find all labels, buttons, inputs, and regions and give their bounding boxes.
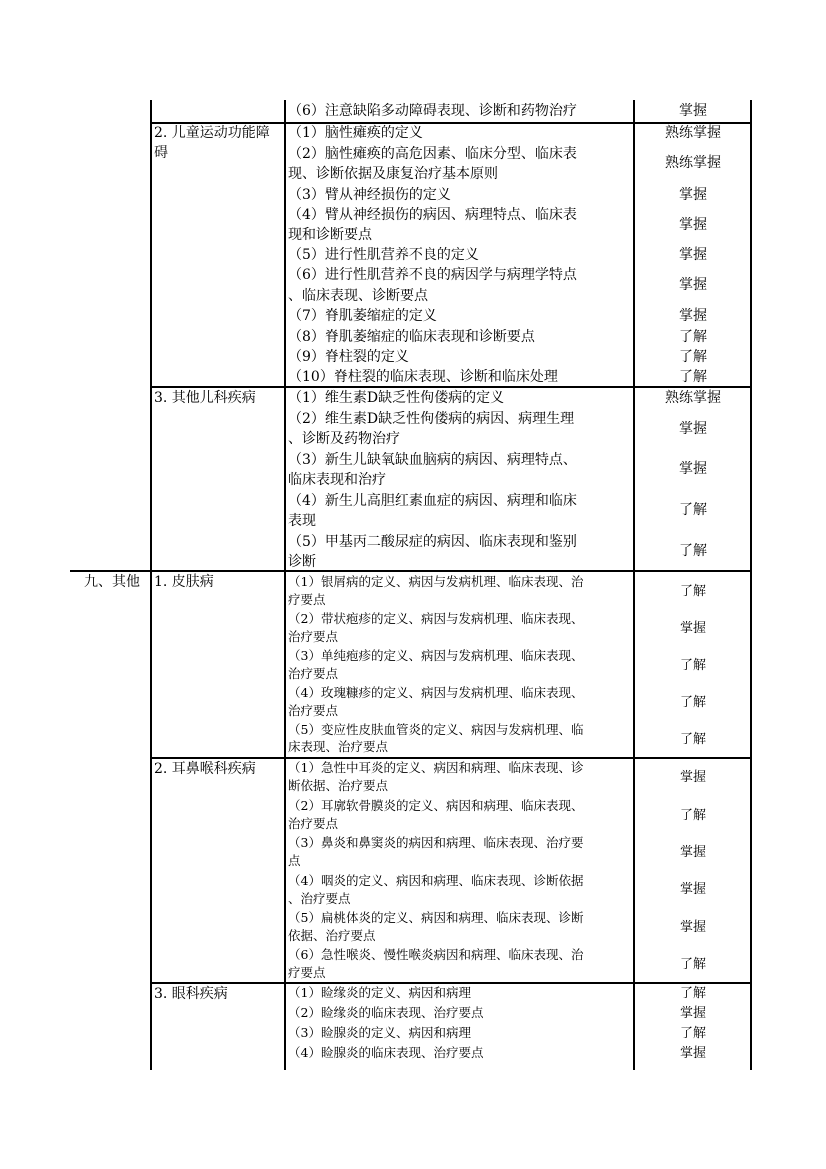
content-line: （6）注意缺陷多动障碍表现、诊断和药物治疗 xyxy=(288,103,577,119)
content-line: 临床表现和治疗 xyxy=(288,472,386,488)
content-line: （4）睑腺炎的临床表现、治疗要点 xyxy=(288,1045,484,1060)
content-line: （4）咽炎的定义、病因和病理、临床表现、诊断依据 xyxy=(288,873,584,888)
group-label: 3. 其他儿科疾病 xyxy=(154,390,256,406)
content-line: 疗要点 xyxy=(288,592,326,607)
content-line: （2）维生素D缺乏性佝偻病的病因、病理生理 xyxy=(288,411,575,427)
content-line: 治疗要点 xyxy=(288,629,339,644)
mastery-level: 了解 xyxy=(679,329,707,345)
group-label: 3. 眼科疾病 xyxy=(154,986,228,1002)
group-label: 2. 儿童运动功能障 xyxy=(154,125,270,141)
content-line: （5）扁桃体炎的定义、病因和病理、临床表现、诊断 xyxy=(288,910,584,925)
content-line: 表现 xyxy=(288,513,316,529)
content-line: 疗要点 xyxy=(288,965,326,980)
mastery-level: 掌握 xyxy=(679,247,707,263)
mastery-level: 掌握 xyxy=(679,217,707,233)
mastery-level: 了解 xyxy=(679,584,706,599)
content-line: （2）耳廓软骨膜炎的定义、病因和病理、临床表现、 xyxy=(288,798,584,813)
mastery-level: 掌握 xyxy=(679,187,707,203)
content-line: 治疗要点 xyxy=(288,666,339,681)
content-line: 、诊断及药物治疗 xyxy=(288,431,400,447)
mastery-level: 掌握 xyxy=(679,103,707,119)
row-divider xyxy=(70,570,752,572)
mastery-level: 了解 xyxy=(679,808,706,823)
mastery-level: 掌握 xyxy=(679,277,707,293)
content-line: （2）脑性瘫痪的高危因素、临床分型、临床表 xyxy=(288,146,577,162)
content-line: （10）脊柱裂的临床表现、诊断和临床处理 xyxy=(288,369,558,385)
mastery-level: 掌握 xyxy=(679,770,706,785)
content-line: 、治疗要点 xyxy=(288,891,351,906)
content-line: 诊断 xyxy=(288,554,316,570)
content-line: （4）臂从神经损伤的病因、病理特点、临床表 xyxy=(288,207,577,223)
mastery-level: 掌握 xyxy=(679,882,706,897)
content-line: 点 xyxy=(288,853,301,868)
row-divider xyxy=(150,122,752,124)
content-line: （4）新生儿高胆红素血症的病因、病理和临床 xyxy=(288,493,577,509)
mastery-level: 了解 xyxy=(679,957,706,972)
group-label: 1. 皮肤病 xyxy=(154,574,214,590)
mastery-level: 掌握 xyxy=(679,1006,706,1021)
mastery-level: 熟练掌握 xyxy=(665,155,721,171)
group-label: 2. 耳鼻喉科疾病 xyxy=(154,761,256,777)
mastery-level: 掌握 xyxy=(679,461,707,477)
row-divider xyxy=(150,386,752,388)
table-border-left xyxy=(150,100,152,1070)
content-line: （7）脊肌萎缩症的定义 xyxy=(288,308,437,324)
mastery-level: 掌握 xyxy=(679,1046,706,1061)
mastery-level: 熟练掌握 xyxy=(665,390,721,406)
content-line: （6）进行性肌营养不良的病因学与病理学特点 xyxy=(288,267,577,283)
content-line: （1）脑性瘫痪的定义 xyxy=(288,125,423,141)
content-line: （3）鼻炎和鼻窦炎的病因和病理、临床表现、治疗要 xyxy=(288,835,584,850)
content-line: 依据、治疗要点 xyxy=(288,928,376,943)
content-line: （8）脊肌萎缩症的临床表现和诊断要点 xyxy=(288,329,535,345)
section-label: 九、其他 xyxy=(84,574,140,590)
table-divider-label xyxy=(284,100,286,1070)
mastery-level: 掌握 xyxy=(679,621,706,636)
mastery-level: 了解 xyxy=(679,1026,706,1041)
mastery-level: 了解 xyxy=(679,732,706,747)
content-line: （4）玫瑰糠疹的定义、病因与发病机理、临床表现、 xyxy=(288,685,584,700)
content-line: 、临床表现、诊断要点 xyxy=(288,288,428,304)
content-line: （1）银屑病的定义、病因与发病机理、临床表现、治 xyxy=(288,574,584,589)
mastery-level: 熟练掌握 xyxy=(665,125,721,141)
row-divider xyxy=(150,982,752,984)
content-line: （3）新生儿缺氧缺血脑病的病因、病理特点、 xyxy=(288,452,577,468)
mastery-level: 掌握 xyxy=(679,421,707,437)
content-line: 现、诊断依据及康复治疗基本原则 xyxy=(288,166,498,182)
mastery-level: 了解 xyxy=(679,369,707,385)
mastery-level: 掌握 xyxy=(679,845,706,860)
mastery-level: 了解 xyxy=(679,349,707,365)
mastery-level: 掌握 xyxy=(679,920,706,935)
content-line: 治疗要点 xyxy=(288,816,339,831)
content-line: 床表现、治疗要点 xyxy=(288,739,389,754)
content-line: （6）急性喉炎、慢性喉炎病因和病理、临床表现、治 xyxy=(288,947,584,962)
content-line: （3）单纯疱疹的定义、病因与发病机理、临床表现、 xyxy=(288,648,584,663)
content-line: （1）急性中耳炎的定义、病因和病理、临床表现、诊 xyxy=(288,760,584,775)
mastery-level: 了解 xyxy=(679,502,707,518)
content-line: （5）进行性肌营养不良的定义 xyxy=(288,247,479,263)
content-line: （3）睑腺炎的定义、病因和病理 xyxy=(288,1025,471,1040)
content-line: （9）脊柱裂的定义 xyxy=(288,349,409,365)
content-line: 断依据、治疗要点 xyxy=(288,778,389,793)
mastery-level: 了解 xyxy=(679,695,706,710)
mastery-level: 了解 xyxy=(679,658,706,673)
content-line: （1）睑缘炎的定义、病因和病理 xyxy=(288,985,471,1000)
mastery-level: 了解 xyxy=(679,986,706,1001)
content-line: （3）臂从神经损伤的定义 xyxy=(288,187,451,203)
content-line: （5）变应性皮肤血管炎的定义、病因与发病机理、临 xyxy=(288,722,584,737)
row-divider xyxy=(150,757,752,759)
content-line: 现和诊断要点 xyxy=(288,227,372,243)
content-line: 治疗要点 xyxy=(288,703,339,718)
mastery-level: 掌握 xyxy=(679,308,707,324)
group-label: 碍 xyxy=(154,145,168,161)
content-line: （5）甲基丙二酸尿症的病因、临床表现和鉴别 xyxy=(288,534,577,550)
content-line: （2）睑缘炎的临床表现、治疗要点 xyxy=(288,1005,484,1020)
content-line: （1）维生素D缺乏性佝偻病的定义 xyxy=(288,390,505,406)
mastery-level: 了解 xyxy=(679,543,707,559)
content-line: （2）带状疱疹的定义、病因与发病机理、临床表现、 xyxy=(288,611,584,626)
